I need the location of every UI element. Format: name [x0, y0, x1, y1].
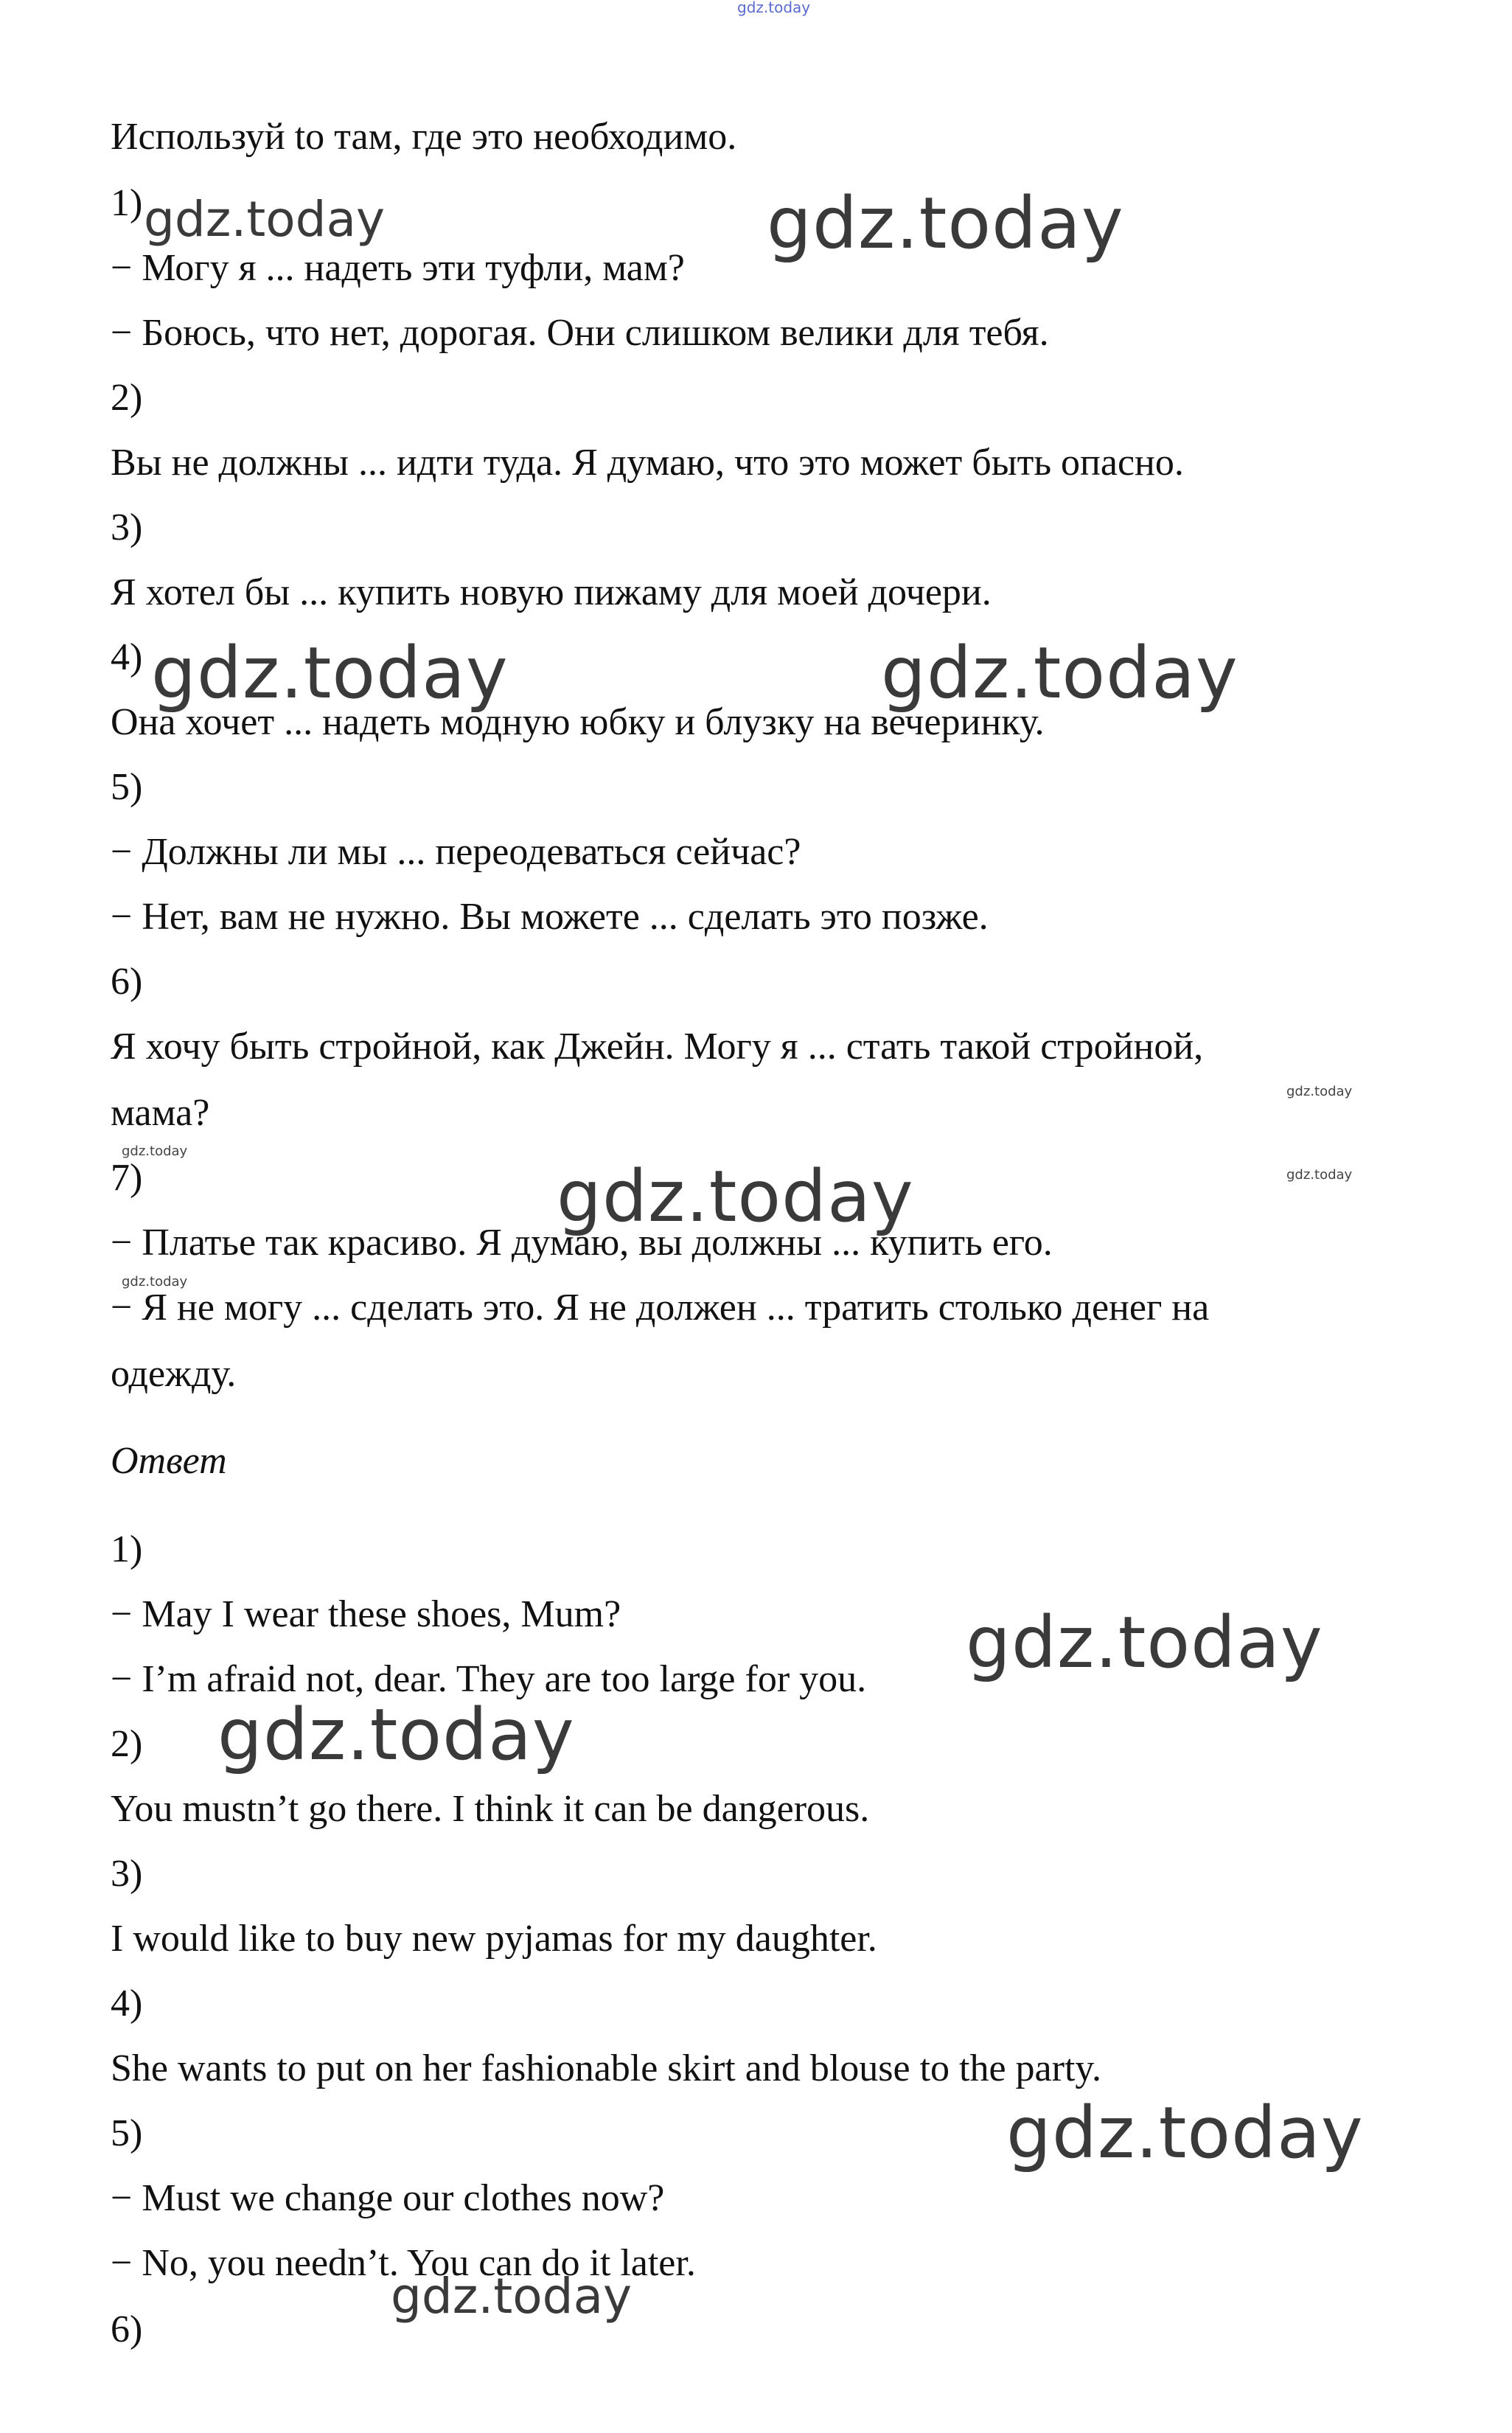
watermark: gdz.today: [966, 1601, 1323, 1684]
watermark: gdz.today: [144, 191, 386, 248]
watermark: gdz.today: [557, 1155, 914, 1238]
watermark: gdz.today: [217, 1694, 575, 1776]
watermark: gdz.today: [1006, 2092, 1364, 2174]
watermark-small: gdz.today: [1286, 1167, 1353, 1183]
question-number-3: 3): [111, 507, 143, 549]
question-line: Она хочет ... надеть модную юбку и блузку на вечеринку.: [111, 701, 1045, 743]
instruction: Используй to там, где это необходимо.: [111, 116, 737, 158]
question-line: − Платье так красиво. Я думаю, вы должны ... купить его.: [111, 1222, 1053, 1264]
answer-number-6: 6): [111, 2308, 143, 2350]
watermark-small: gdz.today: [122, 1274, 188, 1289]
answer-heading: Ответ: [111, 1440, 227, 1482]
watermark: gdz.today: [151, 632, 509, 714]
question-number-4: 4): [111, 636, 143, 678]
watermark: gdz.today: [881, 632, 1238, 714]
question-line: одежду.: [111, 1353, 237, 1395]
question-line: мама?: [111, 1092, 210, 1134]
answer-line: − Must we change our clothes now?: [111, 2177, 665, 2219]
watermark-small: gdz.today: [122, 1144, 188, 1159]
question-number-7: 7): [111, 1157, 143, 1199]
question-line: − Боюсь, что нет, дорогая. Они слишком велики для тебя.: [111, 312, 1049, 354]
question-line: Я хочу быть стройной, как Джейн. Могу я ... стать такой стройной,: [111, 1026, 1204, 1068]
answer-number-2: 2): [111, 1723, 143, 1765]
question-line: − Могу я ... надеть эти туфли, мам?: [111, 247, 685, 289]
question-line: − Я не могу ... сделать это. Я не должен ... тратить столько денег на: [111, 1287, 1210, 1329]
answer-line: You mustn’t go there. I think it can be dangerous.: [111, 1788, 870, 1830]
watermark: gdz.today: [391, 2268, 633, 2325]
question-number-2: 2): [111, 377, 143, 419]
watermark-small: gdz.today: [1286, 1084, 1353, 1099]
answer-number-4: 4): [111, 1983, 143, 2025]
answer-line: She wants to put on her fashionable skirt and blouse to the party.: [111, 2047, 1102, 2089]
answer-line: − I’m afraid not, dear. They are too large for you.: [111, 1658, 867, 1700]
question-number-6: 6): [111, 961, 143, 1003]
answer-line: I would like to buy new pyjamas for my daughter.: [111, 1918, 877, 1960]
answer-number-5: 5): [111, 2112, 143, 2154]
question-line: − Должны ли мы ... переодеваться сейчас?: [111, 831, 801, 873]
question-number-1: 1): [111, 182, 143, 224]
answer-number-1: 1): [111, 1528, 143, 1570]
answer-line: − No, you needn’t. You can do it later.: [111, 2242, 696, 2284]
question-number-5: 5): [111, 766, 143, 808]
watermark-top: gdz.today: [737, 0, 811, 16]
question-line: − Нет, вам не нужно. Вы можете ... сделать это позже.: [111, 896, 989, 938]
question-line: Я хотел бы ... купить новую пижаму для моей дочери.: [111, 571, 992, 613]
answer-number-3: 3): [111, 1853, 143, 1895]
question-line: Вы не должны ... идти туда. Я думаю, что это может быть опасно.: [111, 442, 1184, 484]
answer-line: − May I wear these shoes, Mum?: [111, 1593, 621, 1635]
watermark: gdz.today: [767, 182, 1124, 265]
